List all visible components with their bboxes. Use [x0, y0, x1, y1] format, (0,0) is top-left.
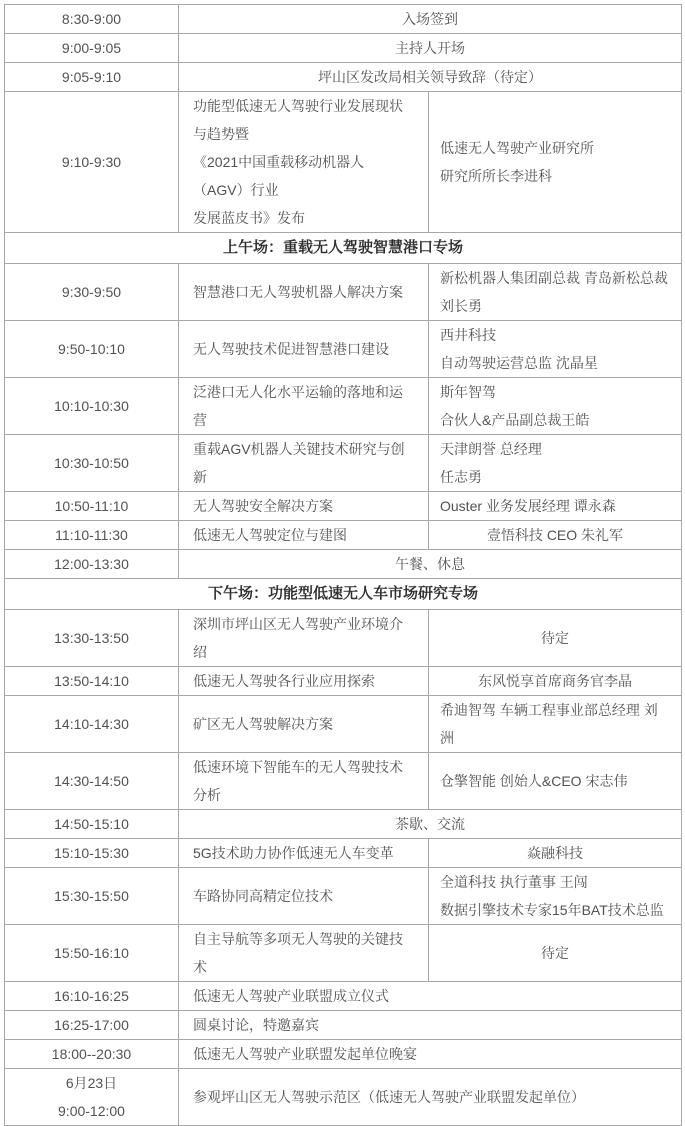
- time-cell: 9:05-9:10: [5, 63, 179, 92]
- schedule-row: [5, 435, 682, 492]
- section-header-row: [5, 233, 682, 264]
- section-title: 上午场：重载无人驾驶智慧港口专场: [5, 233, 682, 264]
- time-cell: 15:50-16:10: [5, 925, 179, 982]
- activity-cell: 圆桌讨论，特邀嘉宾: [179, 1011, 682, 1040]
- time-line: 9:00-12:00: [58, 1103, 125, 1119]
- schedule-row: [5, 1069, 682, 1126]
- time-cell: 11:10-11:30: [5, 521, 179, 550]
- schedule-row: [5, 868, 682, 925]
- speaker-line: 西井科技: [440, 327, 496, 343]
- time-cell: 12:00-13:30: [5, 550, 179, 579]
- speaker-line: 数据引擎技术专家15年BAT技术总监: [440, 902, 664, 918]
- time-line: 6月23日: [65, 1075, 118, 1091]
- time-cell: 15:10-15:30: [5, 839, 179, 868]
- time-cell: 16:25-17:00: [5, 1011, 179, 1040]
- time-cell: 10:30-10:50: [5, 435, 179, 492]
- time-cell: [5, 1069, 179, 1126]
- schedule-row: [5, 321, 682, 378]
- speaker-line: 新松机器人集团副总裁 青岛新松总裁 刘长勇: [440, 270, 668, 314]
- speaker-line: 希迪智驾 车辆工程事业部总经理 刘洲: [440, 702, 658, 746]
- schedule-row: [5, 982, 682, 1011]
- speaker-cell: [429, 378, 682, 435]
- topic-cell: 泛港口无人化水平运输的落地和运营: [179, 378, 429, 435]
- topic-cell: 低速环境下智能车的无人驾驶技术分析: [179, 753, 429, 810]
- time-cell: 9:10-9:30: [5, 92, 179, 233]
- speaker-line: 仓擎智能 创始人&CEO 宋志伟: [440, 773, 628, 789]
- schedule-row: [5, 378, 682, 435]
- schedule-table: [4, 4, 682, 1126]
- topic-cell: 无人驾驶技术促进智慧港口建设: [179, 321, 429, 378]
- topic-cell: 车路协同高精定位技术: [179, 868, 429, 925]
- schedule-row: [5, 696, 682, 753]
- time-cell: 10:10-10:30: [5, 378, 179, 435]
- speaker-cell: 壹悟科技 CEO 朱礼军: [429, 521, 682, 550]
- speaker-line: 天津朗誉 总经理: [440, 441, 542, 457]
- activity-cell: 主持人开场: [179, 34, 682, 63]
- schedule-row: [5, 1011, 682, 1040]
- activity-cell: 参观坪山区无人驾驶示范区（低速无人驾驶产业联盟发起单位）: [179, 1069, 682, 1126]
- topic-cell: [179, 92, 429, 233]
- time-cell: 8:30-9:00: [5, 5, 179, 34]
- speaker-cell: 待定: [429, 610, 682, 667]
- topic-cell: 重载AGV机器人关键技术研究与创新: [179, 435, 429, 492]
- time-cell: 9:00-9:05: [5, 34, 179, 63]
- time-cell: 13:50-14:10: [5, 667, 179, 696]
- time-cell: 14:30-14:50: [5, 753, 179, 810]
- topic-cell: 低速无人驾驶各行业应用探索: [179, 667, 429, 696]
- schedule-row: [5, 34, 682, 63]
- section-title: 下午场：功能型低速无人车市场研究专场: [5, 579, 682, 610]
- speaker-cell: 焱融科技: [429, 839, 682, 868]
- schedule-row: [5, 1040, 682, 1069]
- schedule-row: [5, 839, 682, 868]
- time-cell: 9:50-10:10: [5, 321, 179, 378]
- topic-cell: 自主导航等多项无人驾驶的关键技术: [179, 925, 429, 982]
- time-cell: 16:10-16:25: [5, 982, 179, 1011]
- speaker-cell: [429, 435, 682, 492]
- speaker-cell: [429, 321, 682, 378]
- time-cell: 9:30-9:50: [5, 264, 179, 321]
- schedule-row: [5, 521, 682, 550]
- time-cell: 15:30-15:50: [5, 868, 179, 925]
- speaker-cell: 东风悦享首席商务官李晶: [429, 667, 682, 696]
- time-cell: 10:50-11:10: [5, 492, 179, 521]
- topic-line: 《2021中国重载移动机器人（AGV）行业: [193, 154, 365, 198]
- speaker-line: 低速无人驾驶产业研究所: [440, 140, 594, 156]
- activity-cell: 坪山区发改局相关领导致辞（待定）: [179, 63, 682, 92]
- schedule-row: [5, 667, 682, 696]
- speaker-cell: [429, 92, 682, 233]
- schedule-row: [5, 753, 682, 810]
- speaker-line: 斯年智驾: [440, 384, 496, 400]
- schedule-row: [5, 925, 682, 982]
- time-cell: 18:00--20:30: [5, 1040, 179, 1069]
- activity-cell: 入场签到: [179, 5, 682, 34]
- activity-cell: 茶歇、交流: [179, 810, 682, 839]
- time-cell: 14:10-14:30: [5, 696, 179, 753]
- activity-cell: 午餐、休息: [179, 550, 682, 579]
- speaker-line: 合伙人&产品副总裁王皓: [440, 412, 590, 428]
- topic-cell: 无人驾驶安全解决方案: [179, 492, 429, 521]
- speaker-cell: [429, 753, 682, 810]
- speaker-cell: 待定: [429, 925, 682, 982]
- speaker-cell: [429, 696, 682, 753]
- schedule-row: [5, 63, 682, 92]
- activity-cell: 低速无人驾驶产业联盟发起单位晚宴: [179, 1040, 682, 1069]
- topic-cell: 智慧港口无人驾驶机器人解决方案: [179, 264, 429, 321]
- time-cell: 13:30-13:50: [5, 610, 179, 667]
- speaker-line: 研究所所长李进科: [440, 168, 552, 184]
- topic-line: 功能型低速无人驾驶行业发展现状与趋势暨: [193, 98, 403, 142]
- topic-cell: 矿区无人驾驶解决方案: [179, 696, 429, 753]
- schedule-row: [5, 492, 682, 521]
- topic-cell: 低速无人驾驶定位与建图: [179, 521, 429, 550]
- section-header-row: [5, 579, 682, 610]
- schedule-row: [5, 264, 682, 321]
- schedule-row: [5, 550, 682, 579]
- topic-cell: 5G技术助力协作低速无人车变革: [179, 839, 429, 868]
- time-cell: 14:50-15:10: [5, 810, 179, 839]
- speaker-line: 自动驾驶运营总监 沈晶星: [440, 355, 598, 371]
- schedule-row: [5, 5, 682, 34]
- schedule-row: [5, 92, 682, 233]
- speaker-line: Ouster 业务发展经理 谭永森: [440, 498, 616, 514]
- speaker-line: 任志勇: [440, 469, 482, 485]
- topic-line: 发展蓝皮书》发布: [193, 210, 305, 226]
- topic-cell: 深圳市坪山区无人驾驶产业环境介绍: [179, 610, 429, 667]
- schedule-row: [5, 810, 682, 839]
- speaker-cell: [429, 492, 682, 521]
- speaker-cell: [429, 868, 682, 925]
- schedule-row: [5, 610, 682, 667]
- speaker-line: 全道科技 执行董事 王闯: [440, 874, 588, 890]
- activity-cell: 低速无人驾驶产业联盟成立仪式: [179, 982, 682, 1011]
- speaker-cell: [429, 264, 682, 321]
